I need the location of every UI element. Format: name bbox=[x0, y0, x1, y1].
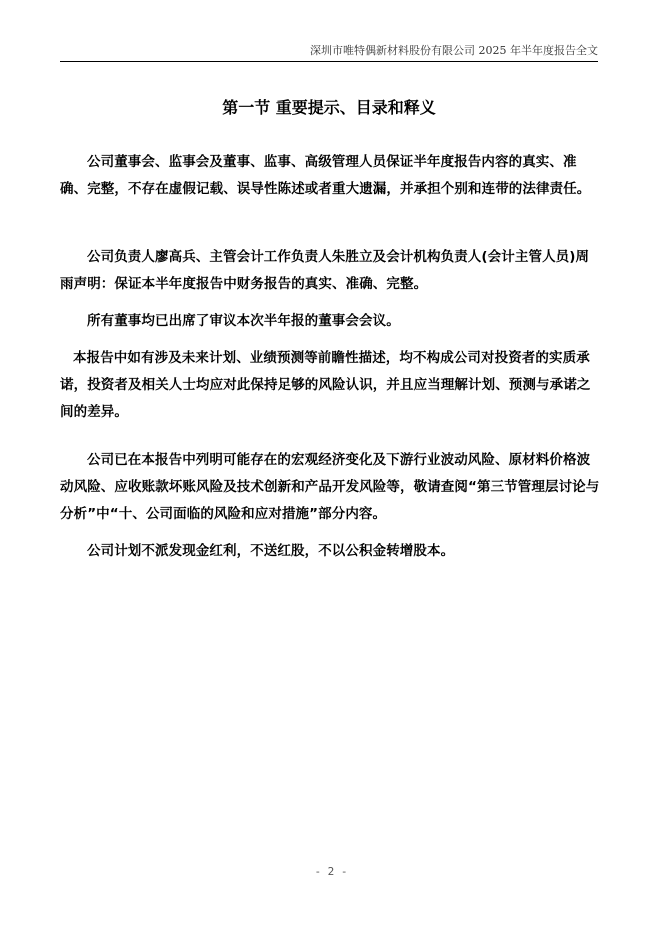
header-divider bbox=[60, 61, 598, 62]
running-header: 深圳市唯特偶新材料股份有限公司 2025 年半年度报告全文 bbox=[310, 44, 598, 57]
paragraph-dividend-plan: 公司计划不派发现金红利，不送红股，不以公积金转增股本。 bbox=[87, 543, 455, 559]
paragraph-forward-looking: 本报告中如有涉及未来计划、业绩预测等前瞻性描述，均不构成公司对投资者的实质承诺，投资者及相关人士均应对此保持足够的风险认识，并且应当理解计划、预测与承诺之间的差异。 bbox=[60, 350, 591, 420]
section-title: 第一节 重要提示、目录和释义 bbox=[222, 98, 436, 117]
page-number: - 2 - bbox=[314, 865, 348, 878]
paragraph-responsible-persons: 公司负责人廖高兵、主管会计工作负责人朱胜立及会计机构负责人(会计主管人员)周雨声明：保证本半年度报告中财务报告的真实、准确、完整。 bbox=[60, 249, 590, 292]
paragraph-directors-attendance: 所有董事均已出席了审议本次半年报的董事会会议。 bbox=[87, 313, 400, 329]
paragraph-board-guarantee: 公司董事会、监事会及董事、监事、高级管理人员保证半年度报告内容的真实、准确、完整，不存在虚假记载、误导性陈述或者重大遗漏，并承担个别和连带的法律责任。 bbox=[60, 154, 591, 197]
paragraph-risk-notice: 公司已在本报告中列明可能存在的宏观经济变化及下游行业波动风险、原材料价格波动风险、应收账款坏账风险及技术创新和产品开发风险等，敬请查阅“第三节管理层讨论与分析”中“十、公司面临的风险和应对措施”部分内容。 bbox=[60, 452, 600, 522]
